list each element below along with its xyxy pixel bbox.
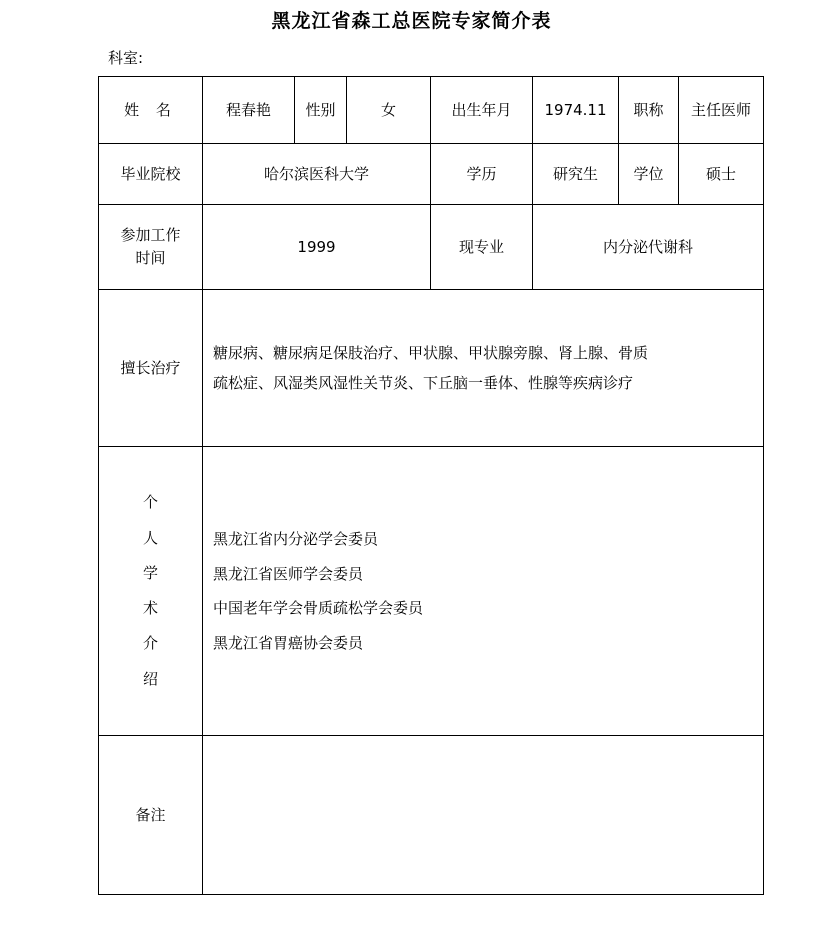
list-item: 黑龙江省内分泌学会委员	[213, 530, 379, 548]
name-value: 程春艳	[203, 77, 295, 144]
table-row-work	[99, 205, 764, 290]
academic-label-char-4: 术	[142, 599, 158, 617]
education-label: 学历	[431, 144, 533, 205]
major-label: 现专业	[431, 205, 533, 290]
table-row-skill	[99, 290, 764, 447]
document-page	[0, 6, 823, 927]
work-start-label-line2: 时间	[135, 249, 166, 267]
job-title-label: 职称	[619, 77, 679, 144]
work-start-value: 1999	[203, 205, 431, 290]
gender-label: 性别	[295, 77, 347, 144]
gender-value: 女	[347, 77, 431, 144]
skill-line-1: 糖尿病、糖尿病足保肢治疗、甲状腺、甲状腺旁腺、肾上腺、骨质	[213, 344, 649, 362]
education-value: 研究生	[533, 144, 619, 205]
page-title: 黑龙江省森工总医院专家简介表	[271, 10, 552, 32]
birth-value: 1974.11	[533, 77, 619, 144]
name-label: 姓 名	[99, 77, 203, 144]
remark-value	[203, 736, 764, 895]
table-row-basic	[99, 77, 764, 144]
table-row-remark	[99, 736, 764, 895]
degree-value: 硕士	[679, 144, 764, 205]
school-label: 毕业院校	[99, 144, 203, 205]
degree-label: 学位	[619, 144, 679, 205]
remark-label: 备注	[99, 736, 203, 895]
table-row-school	[99, 144, 764, 205]
academic-label-char-6: 绍	[142, 669, 158, 688]
skill-line-2: 疏松症、风湿类风湿性关节炎、下丘脑一垂体、性腺等疾病诊疗	[213, 374, 634, 392]
birth-label: 出生年月	[431, 77, 533, 144]
table-row-academic	[99, 447, 764, 736]
work-start-label-line1: 参加工作	[120, 225, 181, 244]
academic-label-char-1: 个	[142, 493, 158, 512]
department-line	[108, 47, 823, 68]
skill-value	[203, 290, 764, 447]
list-item: 黑龙江省医师学会委员	[213, 564, 364, 583]
academic-label-char-5: 介	[142, 634, 158, 653]
list-item: 中国老年学会骨质疏松学会委员	[213, 599, 424, 617]
school-value: 哈尔滨医科大学	[203, 144, 431, 205]
academic-label	[99, 447, 203, 736]
department-label: 科室:	[108, 49, 144, 67]
work-start-label	[99, 205, 203, 290]
skill-label: 擅长治疗	[99, 290, 203, 447]
academic-label-char-3: 学	[142, 563, 158, 582]
job-title-value: 主任医师	[679, 77, 764, 144]
expert-profile-table	[98, 76, 764, 895]
academic-value	[203, 447, 764, 736]
academic-label-char-2: 人	[142, 528, 158, 547]
list-item: 黑龙江省胃癌协会委员	[213, 633, 364, 652]
major-value: 内分泌代谢科	[533, 205, 764, 290]
